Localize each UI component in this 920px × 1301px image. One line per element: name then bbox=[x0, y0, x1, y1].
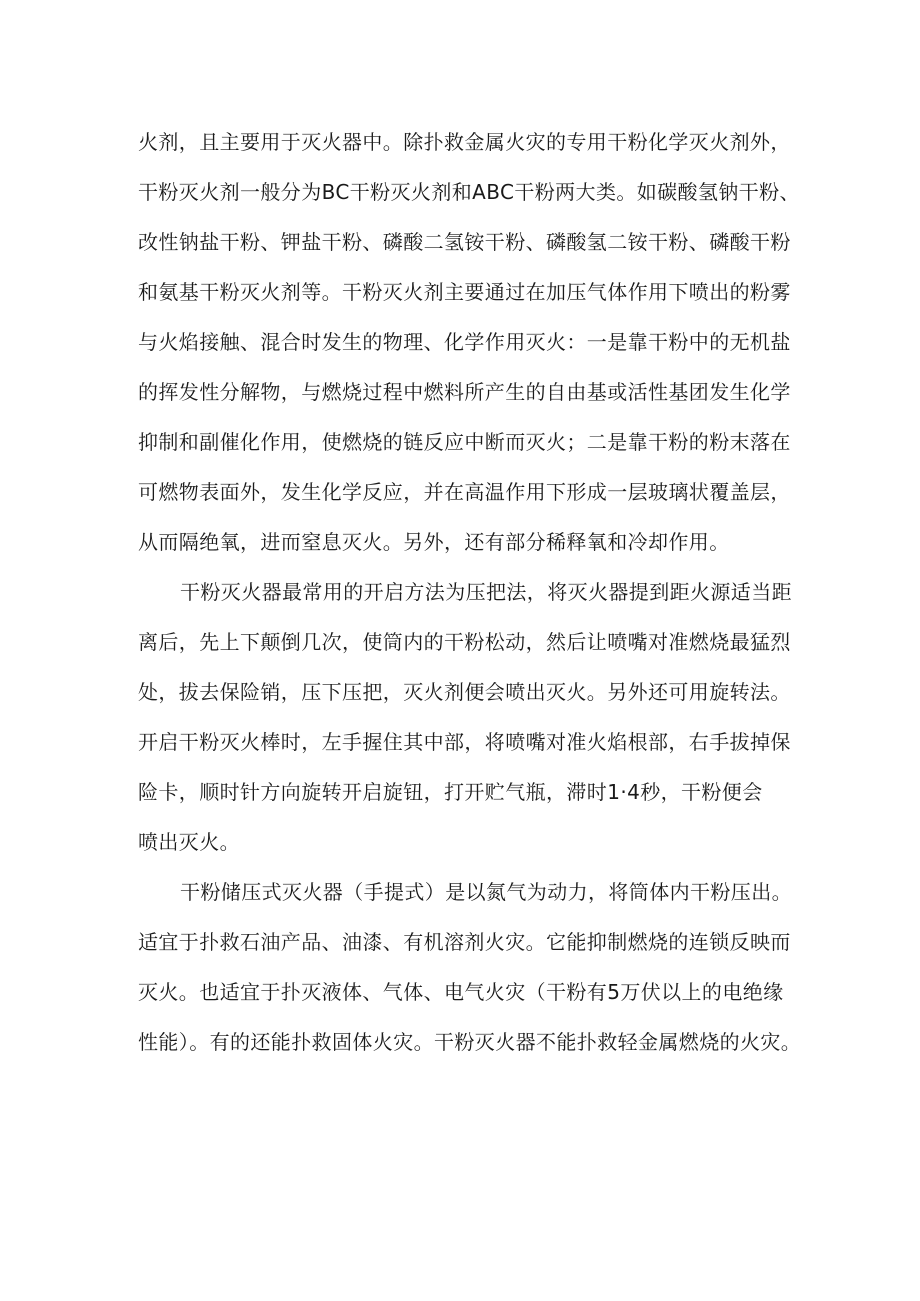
paragraph-line: 干粉储压式灭火器（手提式）是以氮气为动力，将筒体内干粉压出。 bbox=[180, 880, 792, 904]
paragraph-line: 干粉灭火剂一般分为BC干粉灭火剂和ABC干粉两大类。如碳酸氢钠干粉、 bbox=[138, 180, 800, 204]
paragraph-line: 改性钠盐干粉、钾盐干粉、磷酸二氢铵干粉、磷酸氢二铵干粉、磷酸干粉 bbox=[138, 230, 791, 254]
paragraph-line: 干粉灭火器最常用的开启方法为压把法，将灭火器提到距火源适当距 bbox=[180, 580, 792, 604]
paragraph-line: 从而隔绝氧，进而窒息灭火。另外，还有部分稀释氧和冷却作用。 bbox=[138, 530, 730, 554]
paragraph-line: 离后，先上下颠倒几次，使筒内的干粉松动，然后让喷嘴对准燃烧最猛烈 bbox=[138, 630, 791, 654]
paragraph-line: 火剂，且主要用于灭火器中。除扑救金属火灾的专用干粉化学灭火剂外， bbox=[138, 130, 791, 154]
paragraph-line: 与火焰接触、混合时发生的物理、化学作用灭火：一是靠干粉中的无机盐 bbox=[138, 330, 791, 354]
paragraph-line: 处，拔去保险销，压下压把，灭火剂便会喷出灭火。另外还可用旋转法。 bbox=[138, 680, 791, 704]
paragraph-line: 性能）。有的还能扑救固体火灾。干粉灭火器不能扑救轻金属燃烧的火灾。 bbox=[138, 1030, 802, 1054]
paragraph-line: 的挥发性分解物，与燃烧过程中燃料所产生的自由基或活性基团发生化学 bbox=[138, 380, 791, 404]
paragraph-line: 可燃物表面外，发生化学反应，并在高温作用下形成一层玻璃状覆盖层， bbox=[138, 480, 791, 504]
paragraph-line: 开启干粉灭火棒时，左手握住其中部，将喷嘴对准火焰根部，右手拔掉保 bbox=[138, 730, 791, 754]
paragraph-line: 险卡，顺时针方向旋转开启旋钮，打开贮气瓶，滞时1·4秒，干粉便会 bbox=[138, 780, 763, 804]
paragraph-line: 适宜于扑救石油产品、油漆、有机溶剂火灾。它能抑制燃烧的连锁反映而 bbox=[138, 930, 791, 954]
paragraph-line: 灭火。也适宜于扑灭液体、气体、电气火灾（干粉有5万伏以上的电绝缘 bbox=[138, 980, 784, 1004]
paragraph-line: 喷出灭火。 bbox=[138, 830, 240, 854]
paragraph-line: 和氨基干粉灭火剂等。干粉灭火剂主要通过在加压气体作用下喷出的粉雾 bbox=[138, 280, 791, 304]
paragraph-line: 抑制和副催化作用，使燃烧的链反应中断而灭火；二是靠干粉的粉末落在 bbox=[138, 430, 791, 454]
